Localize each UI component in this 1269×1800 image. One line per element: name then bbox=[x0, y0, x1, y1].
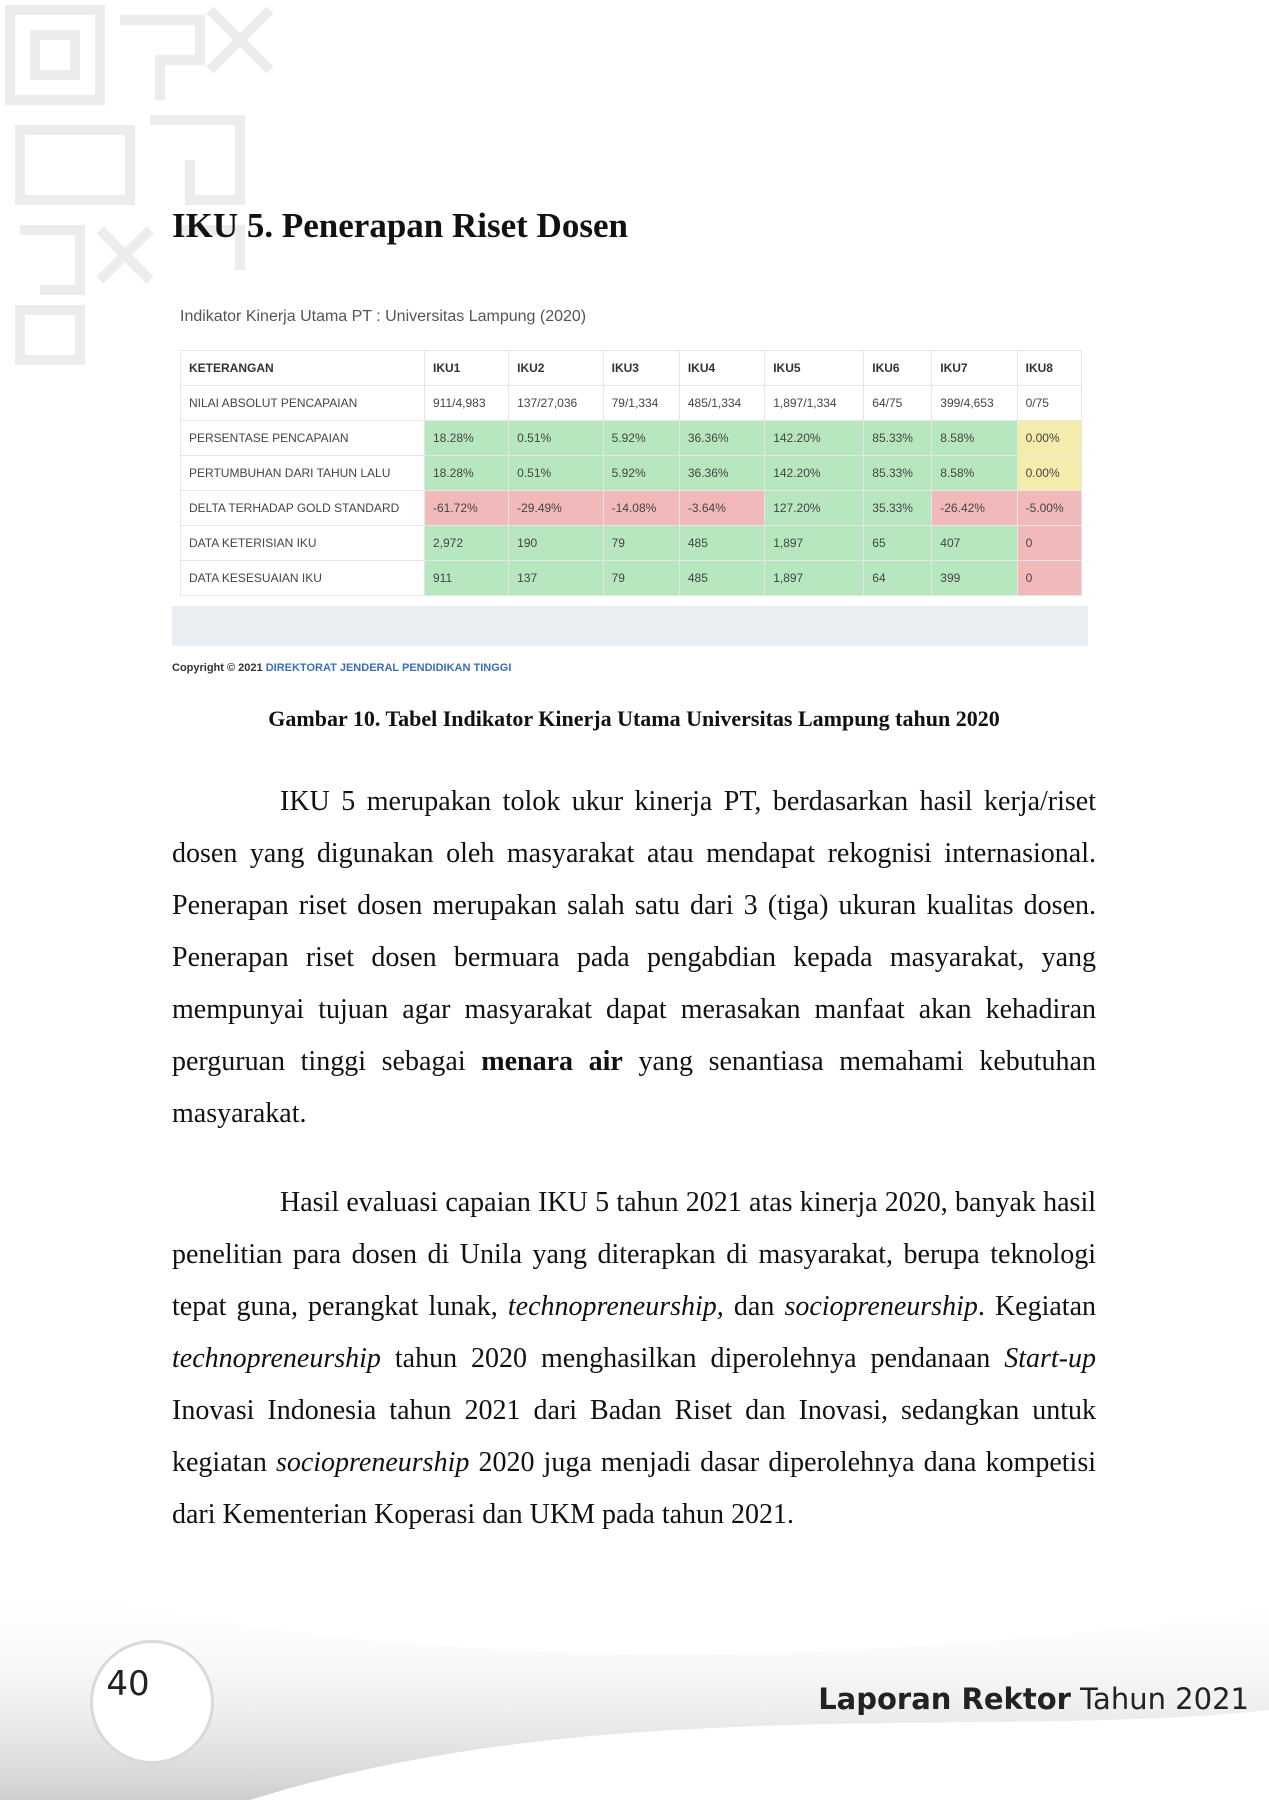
paragraph-2-text: 2020 juga menjadi dasar diperolehnya dana kompetisi dari Kementerian Koperasi dan UKM pada tahun 2021. bbox=[172, 1447, 1096, 1530]
page-number-badge bbox=[90, 1640, 214, 1764]
row-label: DELTA TERHADAP GOLD STANDARD bbox=[181, 491, 425, 526]
table-cell: 0 bbox=[1017, 561, 1081, 596]
paragraph-2-text: Inovasi Indonesia tahun 2021 dari Badan Riset dan Inovasi, sedangkan untuk kegiatan bbox=[172, 1395, 1096, 1478]
table-cell: 79 bbox=[603, 561, 679, 596]
table-cell: 36.36% bbox=[679, 421, 764, 456]
table-cell: 2,972 bbox=[425, 526, 509, 561]
table-cell: 0.00% bbox=[1017, 456, 1081, 491]
table-cell: 0.00% bbox=[1017, 421, 1081, 456]
table-cell: 1,897 bbox=[765, 561, 864, 596]
table-row bbox=[181, 526, 1082, 561]
table-cell: 35.33% bbox=[864, 491, 932, 526]
column-header: IKU3 bbox=[603, 351, 679, 386]
row-label: DATA KETERISIAN IKU bbox=[181, 526, 425, 561]
table-cell: 0 bbox=[1017, 526, 1081, 561]
table-cell: 911 bbox=[425, 561, 509, 596]
table-cell: 8.58% bbox=[932, 421, 1017, 456]
paragraph-2-text: dan bbox=[723, 1291, 785, 1322]
table-cell: 79 bbox=[603, 526, 679, 561]
paragraph-1-bold: menara air bbox=[481, 1046, 623, 1077]
copyright-link[interactable]: DIREKTORAT JENDERAL PENDIDIKAN TINGGI bbox=[265, 662, 512, 674]
paragraph-2-text: Hasil evaluasi capaian IKU 5 tahun 2021 atas kinerja 2020, banyak hasil penelitian para dosen di Unila yang diterapkan di masyarakat, berupa teknologi tepat guna, perangkat lunak, bbox=[172, 1187, 1096, 1322]
table-cell: 485 bbox=[679, 526, 764, 561]
column-header: IKU7 bbox=[932, 351, 1017, 386]
table-row bbox=[181, 561, 1082, 596]
table-cell: 64 bbox=[864, 561, 932, 596]
column-header: IKU1 bbox=[425, 351, 509, 386]
table-cell: 485 bbox=[679, 561, 764, 596]
paragraph-2-italic: technopreneurship bbox=[172, 1343, 381, 1374]
table-cell: 142.20% bbox=[765, 456, 864, 491]
paragraph-2-italic: sociopreneurship bbox=[784, 1291, 978, 1322]
table-cell: 399 bbox=[932, 561, 1017, 596]
table-cell: 137 bbox=[509, 561, 603, 596]
table-row bbox=[181, 386, 1082, 421]
table-cell: 142.20% bbox=[765, 421, 864, 456]
table-cell: 64/75 bbox=[864, 386, 932, 421]
row-label: PERSENTASE PENCAPAIAN bbox=[181, 421, 425, 456]
table-cell: 137/27,036 bbox=[509, 386, 603, 421]
table-cell: 79/1,334 bbox=[603, 386, 679, 421]
column-header: IKU2 bbox=[509, 351, 603, 386]
column-header: IKU5 bbox=[765, 351, 864, 386]
paragraph-1-text-end: yang senantiasa memahami kebutuhan masyarakat. bbox=[172, 1046, 1096, 1129]
row-label: DATA KESESUAIAN IKU bbox=[181, 561, 425, 596]
report-title-bold: Laporan Rektor bbox=[818, 1682, 1071, 1716]
table-cell: 8.58% bbox=[932, 456, 1017, 491]
paragraph-2-text: tahun 2020 menghasilkan diperolehnya pendanaan bbox=[380, 1343, 1005, 1374]
table-cell: 407 bbox=[932, 526, 1017, 561]
table-cell: -14.08% bbox=[603, 491, 679, 526]
table-cell: 65 bbox=[864, 526, 932, 561]
table-cell: 127.20% bbox=[765, 491, 864, 526]
table-cell: 0.51% bbox=[509, 456, 603, 491]
copyright-prefix: Copyright © 2021 bbox=[172, 662, 263, 674]
column-header: IKU6 bbox=[864, 351, 932, 386]
paragraph-2 bbox=[172, 1177, 1096, 1541]
table-row bbox=[181, 421, 1082, 456]
table-cell: 1,897/1,334 bbox=[765, 386, 864, 421]
table-cell: 18.28% bbox=[425, 456, 509, 491]
table-cell: 36.36% bbox=[679, 456, 764, 491]
table-row bbox=[181, 491, 1082, 526]
table-cell: -5.00% bbox=[1017, 491, 1081, 526]
row-label: NILAI ABSOLUT PENCAPAIAN bbox=[181, 386, 425, 421]
table-footer-band bbox=[172, 606, 1088, 646]
table-header-row bbox=[181, 351, 1082, 386]
figure-caption: Gambar 10. Tabel Indikator Kinerja Utama Universitas Lampung tahun 2020 bbox=[268, 706, 1000, 731]
paragraph-1-text: IKU 5 merupakan tolok ukur kinerja PT, berdasarkan hasil kerja/riset dosen yang digunakan oleh masyarakat atau mendapat rekognisi internasional. Penerapan riset dosen merupakan salah satu dari 3 (tiga) ukuran kualitas dosen. Penerapan riset dosen bermuara pada pengabdian kepada masyarakat, yang mempunyai tujuan agar masyarakat dapat merasakan manfaat akan kehadiran perguruan tinggi sebagai bbox=[172, 786, 1096, 1077]
table-cell: 5.92% bbox=[603, 456, 679, 491]
table-cell: 190 bbox=[509, 526, 603, 561]
column-header: IKU4 bbox=[679, 351, 764, 386]
paragraph-2-text: . Kegiatan bbox=[977, 1291, 1097, 1322]
table-cell: -61.72% bbox=[425, 491, 509, 526]
table-cell: 85.33% bbox=[864, 421, 932, 456]
table-cell: -26.42% bbox=[932, 491, 1017, 526]
table-cell: -29.49% bbox=[509, 491, 603, 526]
iku-table bbox=[180, 350, 1082, 596]
table-cell: 399/4,653 bbox=[932, 386, 1017, 421]
column-header: IKU8 bbox=[1017, 351, 1081, 386]
table-cell: 1,897 bbox=[765, 526, 864, 561]
paragraph-2-italic: technopreneurship, bbox=[507, 1291, 724, 1322]
report-title bbox=[818, 1682, 1249, 1716]
table-cell: 911/4,983 bbox=[425, 386, 509, 421]
table-cell: 5.92% bbox=[603, 421, 679, 456]
table-cell: 485/1,334 bbox=[679, 386, 764, 421]
table-cell: 85.33% bbox=[864, 456, 932, 491]
paragraph-1 bbox=[172, 776, 1096, 1140]
table-cell: 0.51% bbox=[509, 421, 603, 456]
column-header: KETERANGAN bbox=[181, 351, 425, 386]
page-title: IKU 5. Penerapan Riset Dosen bbox=[172, 206, 628, 245]
report-title-rest: Tahun 2021 bbox=[1070, 1682, 1249, 1716]
row-label: PERTUMBUHAN DARI TAHUN LALU bbox=[181, 456, 425, 491]
paragraph-2-italic: Start-up bbox=[1004, 1343, 1096, 1374]
copyright-line bbox=[172, 662, 511, 674]
table-cell: -3.64% bbox=[679, 491, 764, 526]
paragraph-2-italic: sociopreneurship bbox=[275, 1447, 470, 1478]
table-cell: 18.28% bbox=[425, 421, 509, 456]
iku-figure bbox=[172, 300, 1088, 680]
table-row bbox=[181, 456, 1082, 491]
figure-title: Indikator Kinerja Utama PT : Universitas Lampung (2020) bbox=[180, 308, 587, 325]
page-number: 40 bbox=[106, 1664, 150, 1704]
table-cell: 0/75 bbox=[1017, 386, 1081, 421]
table-body bbox=[181, 386, 1082, 596]
